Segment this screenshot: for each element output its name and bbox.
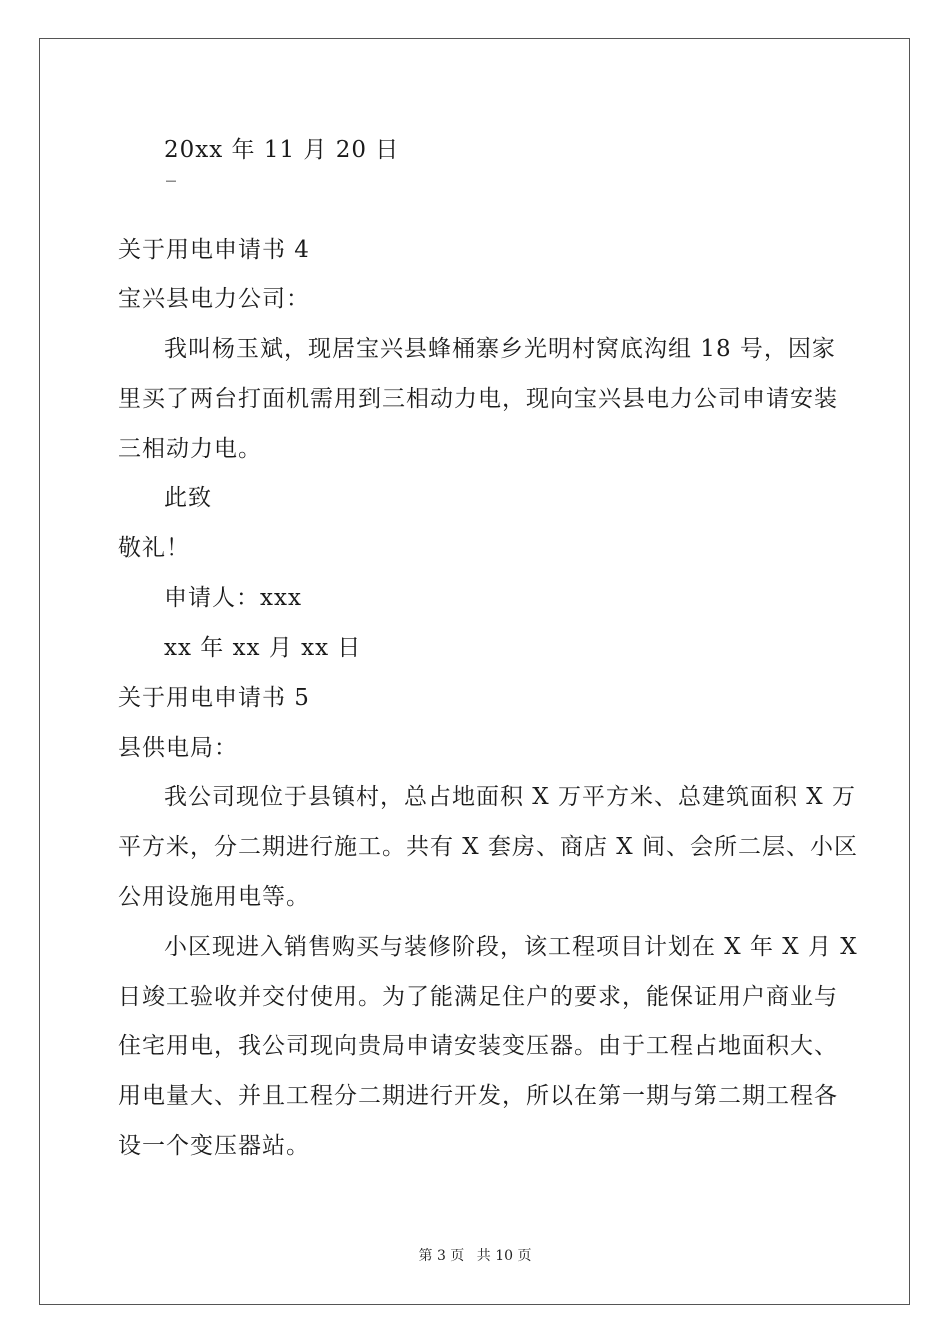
separator-mark: _	[166, 158, 176, 182]
closing-regards: 敬礼！	[118, 535, 190, 561]
page-footer	[0, 1247, 950, 1265]
body-paragraph-line: 小区现进入销售购买与装修阶段，该工程项目计划在 X 年 X 月 X	[164, 934, 858, 960]
section-title-4: 关于用电申请书 4	[118, 237, 310, 263]
page-border	[39, 38, 910, 1305]
signature-date: xx 年 xx 月 xx 日	[164, 635, 362, 661]
body-paragraph-line: 住宅用电，我公司现向贵局申请安装变压器。由于工程占地面积大、	[118, 1033, 838, 1059]
date-line: 20xx 年 11 月 20 日	[164, 137, 400, 163]
body-paragraph-line: 我公司现位于县镇村，总占地面积 X 万平方米、总建筑面积 X 万	[164, 784, 856, 810]
body-paragraph-line: 公用设施用电等。	[118, 884, 310, 910]
body-paragraph-line: 平方米，分二期进行施工。共有 X 套房、商店 X 间、会所二层、小区	[118, 834, 858, 860]
body-paragraph-line: 我叫杨玉斌，现居宝兴县蜂桶寨乡光明村窝底沟组 18 号，因家	[164, 336, 836, 362]
body-paragraph-line: 日竣工验收并交付使用。为了能满足住户的要求，能保证用户商业与	[118, 984, 838, 1010]
closing-salutation: 此致	[164, 485, 212, 511]
recipient-line: 县供电局：	[118, 735, 238, 761]
applicant-line: 申请人：xxx	[164, 585, 302, 611]
page-total: 共 10 页	[476, 1248, 532, 1264]
body-paragraph-line: 三相动力电。	[118, 436, 262, 462]
body-paragraph-line: 用电量大、并且工程分二期进行开发，所以在第一期与第二期工程各	[118, 1083, 838, 1109]
body-paragraph-line: 里买了两台打面机需用到三相动力电，现向宝兴县电力公司申请安装	[118, 386, 838, 412]
body-paragraph-line: 设一个变压器站。	[118, 1133, 310, 1159]
section-title-5: 关于用电申请书 5	[118, 685, 310, 711]
page-number: 第 3 页	[418, 1248, 465, 1264]
recipient-line: 宝兴县电力公司：	[118, 286, 310, 312]
